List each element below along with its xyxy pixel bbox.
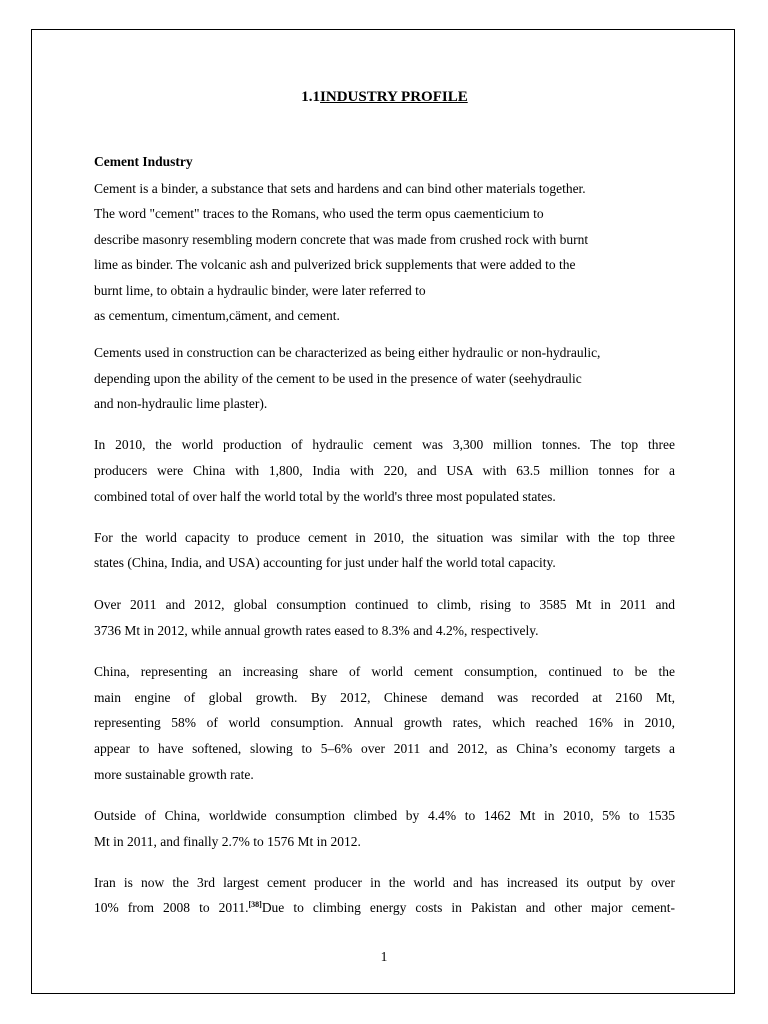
- text-line: Iran is now the 3rd largest cement producer in the world and has increased its output by over: [94, 875, 675, 890]
- text-line: producers were China with 1,800, India with 220, and USA with 63.5 million tonnes for a: [94, 463, 675, 478]
- title-number: 1.1: [301, 89, 321, 105]
- section-heading: Cement Industry: [94, 154, 193, 169]
- text-line: more sustainable growth rate.: [94, 767, 254, 782]
- page-title: [94, 86, 675, 108]
- text-line: and non-hydraulic lime plaster).: [94, 396, 268, 411]
- text-line: depending upon the ability of the cement to be used in the presence of water (seehydraulic: [94, 371, 582, 386]
- title-text: INDUSTRY PROFILE: [320, 89, 468, 105]
- text-line-with-citation: [94, 899, 675, 917]
- text-segment: 10% from 2008 to 2011.: [94, 900, 249, 915]
- text-line: For the world capacity to produce cement in 2010, the situation was similar with the top three: [94, 530, 675, 545]
- text-line: describe masonry resembling modern concrete that was made from crushed rock with burnt: [94, 232, 589, 247]
- text-line: combined total of over half the world total by the world's three most populated states.: [94, 489, 556, 504]
- text-line: as cementum, cimentum,cäment, and cement.: [94, 308, 340, 323]
- text-segment: Due to climbing energy costs in Pakistan and other major cement-: [261, 900, 675, 915]
- text-line: The word "cement" traces to the Romans, who used the term opus caementicium to: [94, 206, 544, 221]
- page-number: 1: [380, 949, 388, 964]
- citation-marker[interactable]: [38]: [248, 900, 262, 909]
- text-line: appear to have softened, slowing to 5–6% over 2011 and 2012, as China’s economy targets a: [94, 741, 675, 756]
- text-line: China, representing an increasing share of world cement consumption, continued to be the: [94, 664, 675, 679]
- text-line: Mt in 2011, and finally 2.7% to 1576 Mt in 2012.: [94, 834, 361, 849]
- text-line: Cement is a binder, a substance that sets and hardens and can bind other materials together.: [94, 181, 586, 196]
- text-line: states (China, India, and USA) accounting for just under half the world total capacity.: [94, 555, 556, 570]
- text-line: Outside of China, worldwide consumption climbed by 4.4% to 1462 Mt in 2010, 5% to 1535: [94, 808, 675, 823]
- text-line: lime as binder. The volcanic ash and pulverized brick supplements that were added to the: [94, 257, 576, 272]
- text-line: 3736 Mt in 2012, while annual growth rates eased to 8.3% and 4.2%, respectively.: [94, 623, 539, 638]
- text-line: In 2010, the world production of hydraulic cement was 3,300 million tonnes. The top three: [94, 437, 675, 452]
- text-line: Cements used in construction can be characterized as being either hydraulic or non-hydraulic,: [94, 345, 601, 360]
- text-line: Over 2011 and 2012, global consumption continued to climb, rising to 3585 Mt in 2011 and: [94, 597, 675, 612]
- text-line: representing 58% of world consumption. Annual growth rates, which reached 16% in 2010,: [94, 715, 675, 730]
- document-body: [94, 86, 675, 915]
- text-line: burnt lime, to obtain a hydraulic binder, were later referred to: [94, 283, 426, 298]
- text-line: main engine of global growth. By 2012, Chinese demand was recorded at 2160 Mt,: [94, 690, 675, 705]
